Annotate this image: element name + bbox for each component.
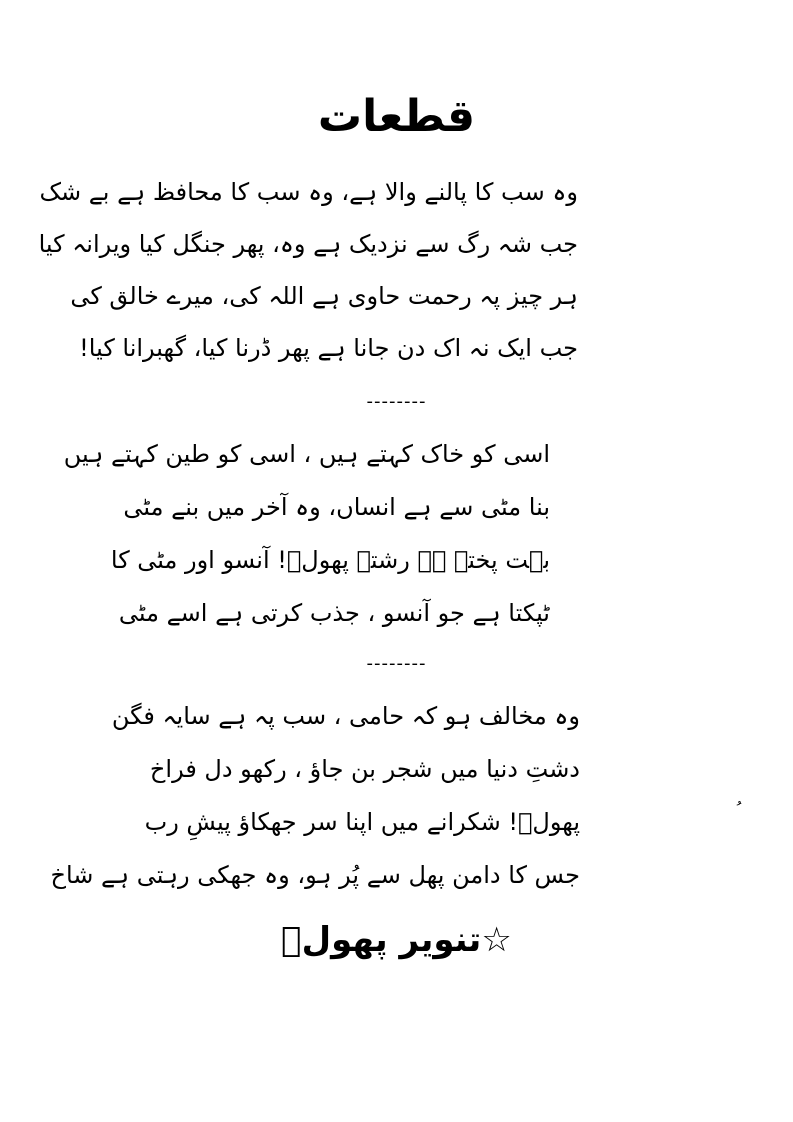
author-signature: ☆تنویر پھولؔ xyxy=(281,920,512,960)
verse-line: وہ مخالف ہو کہ حامی ، سب پہ ہے سایہ فگن xyxy=(111,702,580,730)
verse-line: جس کا دامن پھل سے پُر ہو، وہ جھکی رہتی ہے شاخ xyxy=(50,861,580,889)
verse-line: ٹپکتا ہے جو آنسو ، جذب کرتی ہے اسے مٹی xyxy=(118,599,550,627)
verse-line: بہت پختہ ہے رشتہ پھولؔ! آنسو اور مٹی کا xyxy=(110,546,550,574)
stanza-2 xyxy=(63,428,550,640)
section-divider: -------- xyxy=(366,653,427,674)
verse-line: جب ایک نہ اک دن جانا ہے پھر ڈرنا کیا، گھبرانا کیا! xyxy=(79,334,578,362)
section-divider: -------- xyxy=(366,391,427,412)
stanza-1 xyxy=(38,166,578,374)
verse-line: پھولؔ! شکرانے میں اپنا سر جھکاؤ پیشِ رب xyxy=(144,808,580,836)
verse-line: اسی کو خاک کہتے ہیں ، اسی کو طین کہتے ہیں xyxy=(63,440,550,468)
verse-line: دشتِ دنیا میں شجر بن جاؤ ، رکھو دل فراخ xyxy=(149,755,580,783)
verse-line: ہر چیز پہ رحمت حاوی ہے اللہ کی، میرے خالق کی xyxy=(70,282,578,310)
verse-line: بنا مٹی سے ہے انساں، وہ آخر میں بنے مٹی xyxy=(123,493,550,521)
page-title: قطعات xyxy=(317,91,476,142)
verse-line: وہ سب کا پالنے والا ہے، وہ سب کا محافظ ہے بے شک xyxy=(39,178,578,206)
stanza-3 xyxy=(50,690,580,902)
verse-line: جب شہ رگ سے نزدیک ہے وہ، پھر جنگل کیا ویرانہ کیا xyxy=(38,230,578,258)
